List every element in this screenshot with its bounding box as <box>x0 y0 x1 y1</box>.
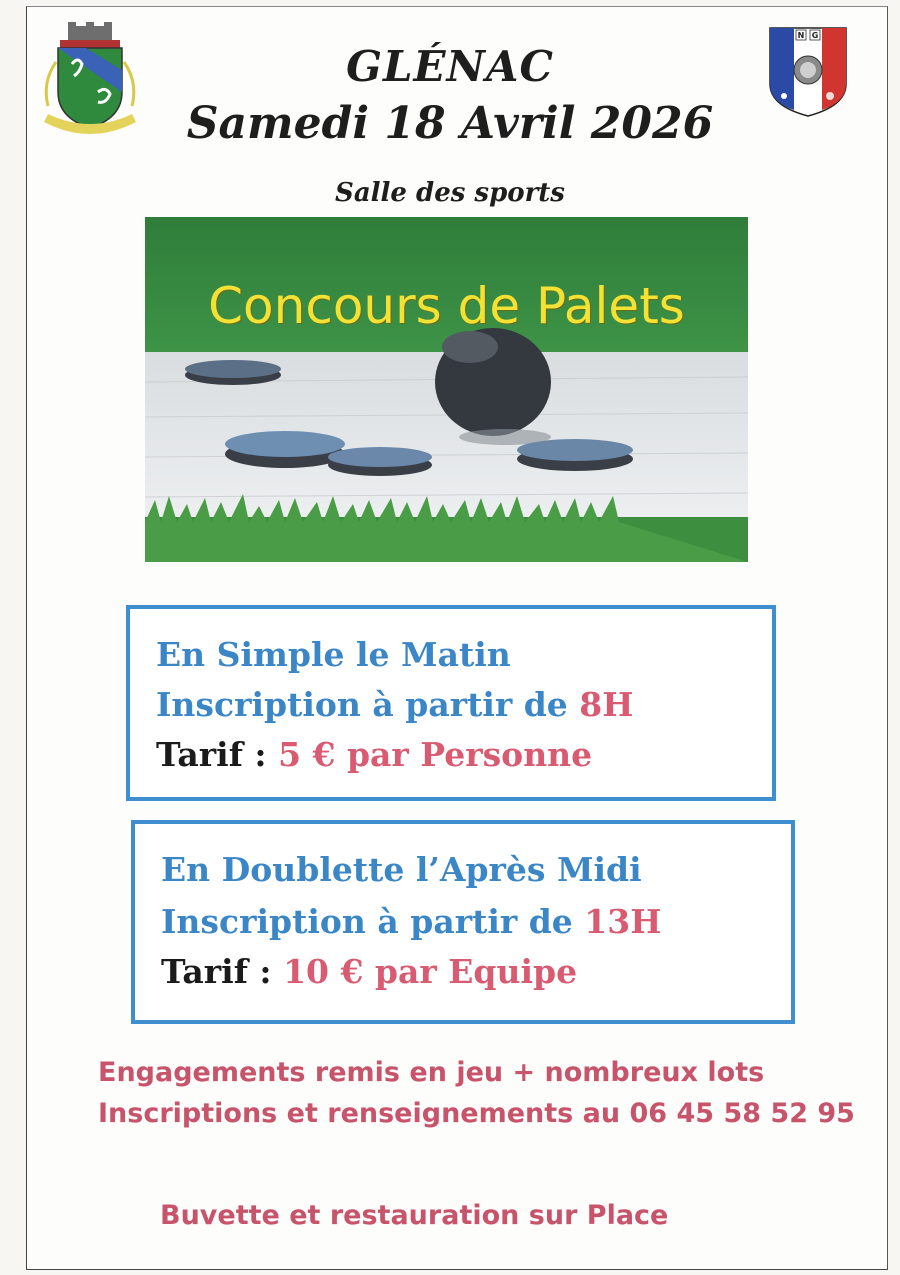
doublette-title: En Doublette l’Après Midi <box>161 850 642 889</box>
simple-inscription <box>156 685 633 724</box>
palets-photo-banner <box>145 217 748 562</box>
simple-title: En Simple le Matin <box>156 635 511 674</box>
contact-phone-note: Inscriptions et renseignements au 06 45 58 52 95 <box>98 1098 855 1129</box>
event-venue: Salle des sports <box>335 178 565 208</box>
doublette-tournament-box <box>131 820 795 1024</box>
svg-text:N: N <box>797 31 805 40</box>
simple-tarif-label: Tarif : <box>156 735 279 774</box>
banner-title: Concours de Palets <box>208 277 685 335</box>
simple-tarif <box>156 735 592 774</box>
town-name: GLÉNAC <box>346 42 554 91</box>
doublette-inscription-time: 13H <box>584 902 662 941</box>
doublette-tarif <box>161 952 577 991</box>
simple-tarif-value: 5 € par Personne <box>278 735 593 774</box>
simple-tournament-box <box>126 605 776 801</box>
simple-inscription-label: Inscription à partir de <box>156 685 580 724</box>
simple-inscription-time: 8H <box>579 685 634 724</box>
doublette-inscription <box>161 902 661 941</box>
prizes-note: Engagements remis en jeu + nombreux lots <box>98 1057 765 1088</box>
refreshments-note: Buvette et restauration sur Place <box>160 1200 669 1231</box>
svg-text:G: G <box>811 31 819 40</box>
doublette-inscription-label: Inscription à partir de <box>161 902 585 941</box>
event-date: Samedi 18 Avril 2026 <box>186 98 714 149</box>
doublette-tarif-value: 10 € par Equipe <box>283 952 578 991</box>
doublette-tarif-label: Tarif : <box>161 952 284 991</box>
palets-photo <box>145 217 748 562</box>
